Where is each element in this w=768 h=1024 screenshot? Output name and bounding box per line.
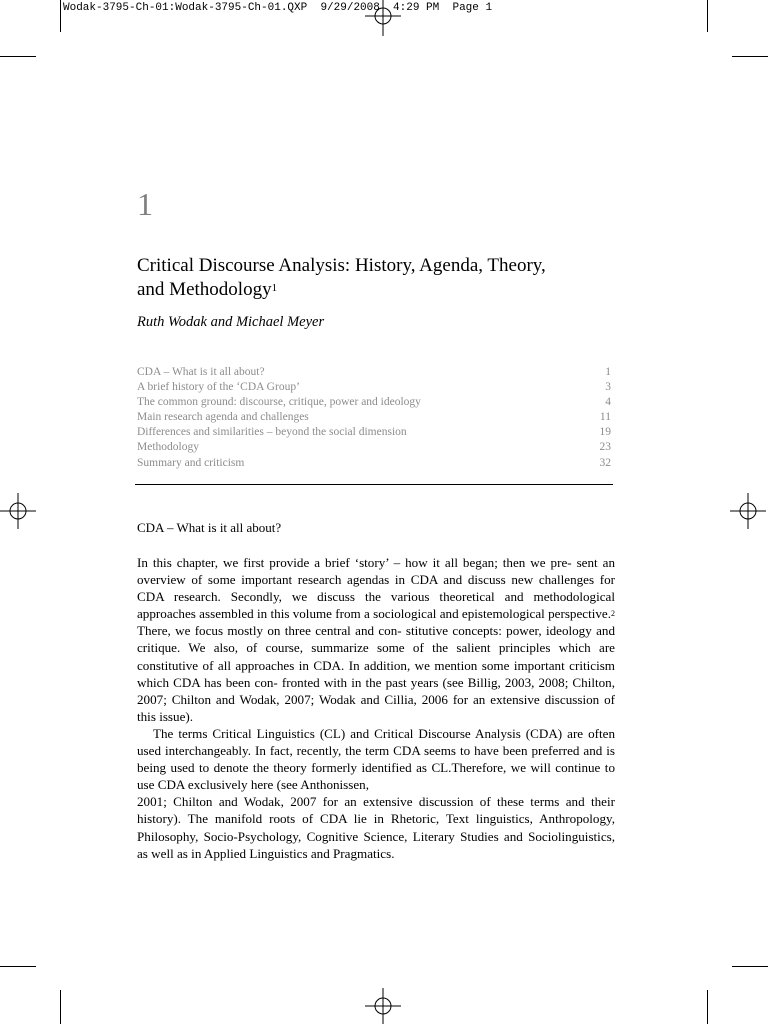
toc-item (137, 456, 611, 471)
toc-label: Methodology (137, 441, 199, 454)
title-footnote-marker: 1 (271, 282, 278, 294)
toc-label: A brief history of the ‘CDA Group’ (137, 381, 300, 394)
paragraph: 2001; Chilton and Wodak, 2007 for an extensive discussion of these terms and their history). The manifold roots of CDA lie in Rhetoric, Text linguistics, Anthropology, Philosophy, Socio-Psychology, Cognitive Science, Literary Studies and Sociolinguistics, as well as in Applied Linguistics and Pragmatics. (137, 794, 615, 861)
print-slug: Wodak-3795-Ch-01:Wodak-3795-Ch-01.QXP 9/29/2008 4:29 PM Page 1 (63, 2, 493, 14)
toc-page: 23 (599, 441, 611, 454)
toc-page: 19 (599, 426, 611, 439)
crop-mark (732, 966, 768, 967)
toc-page: 4 (605, 396, 611, 409)
toc-page: 1 (605, 366, 611, 378)
toc-page: 11 (599, 411, 611, 424)
crop-mark (60, 990, 61, 1024)
crop-mark (0, 56, 36, 57)
toc-item (137, 380, 611, 395)
registration-mark-icon (365, 988, 401, 1024)
chapter-title-text: Critical Discourse Analysis: History, Agenda, Theory, and Methodology (137, 255, 546, 300)
toc-item (137, 425, 611, 440)
section-heading: CDA – What is it all about? (137, 520, 282, 535)
registration-mark-icon (365, 0, 401, 36)
toc-item (137, 410, 611, 425)
contents-divider (135, 484, 613, 485)
crop-mark (707, 990, 708, 1024)
body-text (137, 554, 615, 862)
crop-mark (0, 966, 36, 967)
crop-mark (707, 0, 708, 32)
registration-mark-icon (730, 493, 766, 529)
footnote-marker: 2 (611, 609, 615, 619)
chapter-number: 1 (137, 186, 153, 222)
paragraph-text: In this chapter, we first provide a brief ‘story’ – how it all began; then we pre- sent an overview of some important research agendas in CDA and discuss new challenges for CDA research. Secondly, we discuss the various theoretical and methodological approaches assembled in this volume from a sociological and epistemological perspective. (137, 555, 615, 622)
toc-label: The common ground: discourse, critique, power and ideology (137, 396, 421, 409)
chapter-title (137, 254, 577, 302)
paragraph (137, 554, 615, 725)
crop-mark (732, 56, 768, 57)
paragraph: The terms Critical Linguistics (CL) and Critical Discourse Analysis (CDA) are often used interchangeably. In fact, recently, the term CDA seems to have been preferred and is being used to denote the theory formerly identified as CL.Therefore, we will continue to use CDA exclusively here (see Anthonissen, (137, 725, 615, 793)
toc-item (137, 365, 611, 380)
toc-page: 32 (599, 456, 611, 469)
chapter-authors: Ruth Wodak and Michael Meyer (137, 314, 325, 330)
toc-page: 3 (605, 381, 611, 394)
chapter-contents (137, 365, 611, 471)
toc-label: Summary and criticism (137, 456, 245, 469)
toc-label: Main research agenda and challenges (137, 411, 309, 424)
paragraph-text: There, we focus mostly on three central and con- stitutive concepts: power, ideology and critique. We also, of course, summarize some of the salient principles which are constitutive of all approaches in CDA. In addition, we mention some important criticism which CDA has been con- fronted with in the past years (see Billig, 2003, 2008; Chilton, 2007; Chilton and Wodak, 2007; Wodak and Cillia, 2006 for an extensive discussion of this issue). (137, 623, 615, 724)
toc-label: CDA – What is it all about? (137, 366, 265, 378)
registration-mark-icon (0, 493, 36, 529)
crop-mark (60, 0, 61, 32)
toc-label: Differences and similarities – beyond the social dimension (137, 426, 407, 439)
toc-item (137, 395, 611, 410)
toc-item (137, 440, 611, 455)
